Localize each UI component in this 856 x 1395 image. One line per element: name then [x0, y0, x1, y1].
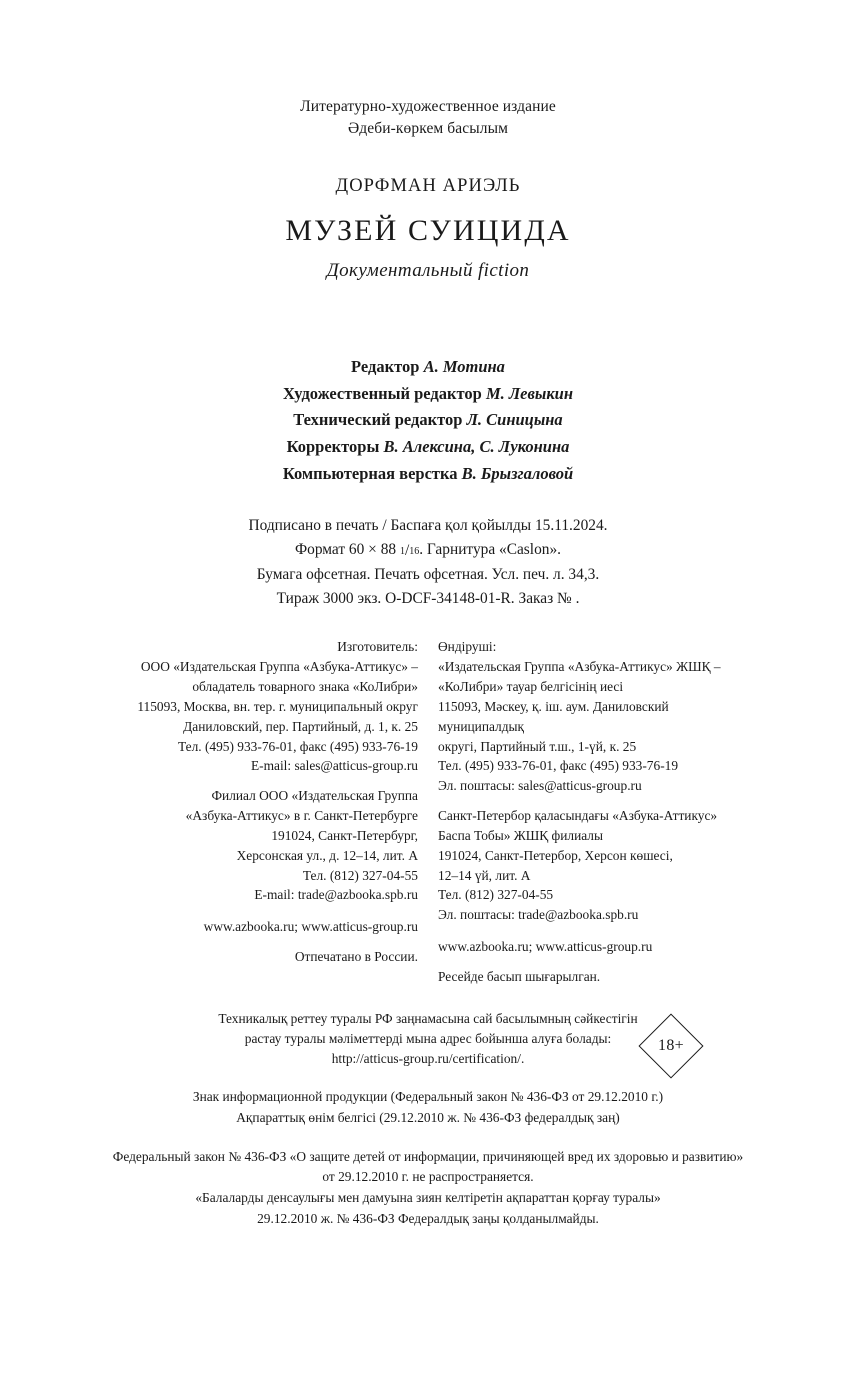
format-numerator: 1 [399, 545, 405, 557]
format-line [0, 538, 856, 564]
certification-line: Техникалық реттеу туралы РФ заңнамасына сай басылымның сәйкестігін [218, 1010, 638, 1026]
credit-role: Художественный редактор [282, 383, 482, 403]
address-line: ООО «Издательская Группа «Азбука-Аттикус» – [140, 659, 418, 675]
address-line: Филиал ООО «Издательская Группа [211, 788, 418, 804]
phone-line: Тел. (495) 933-76-01, факс (495) 933-76-19 [177, 738, 418, 754]
address-line: 191024, Санкт-Петербург, [271, 827, 418, 843]
book-title: МУЗЕЙ СУИЦИДА [285, 213, 571, 247]
email-line[interactable]: E-mail: sales@atticus-group.ru [250, 758, 418, 774]
credit-row [0, 407, 856, 434]
info-sign-line-ru: Знак информационной продукции (Федеральный закон № 436-ФЗ от 29.12.2010 г.) [192, 1089, 664, 1105]
address-line: обладатель товарного знака «КоЛибри» [192, 679, 418, 695]
credit-row [0, 461, 856, 488]
law-note [0, 1147, 856, 1230]
credit-role: Редактор [351, 356, 420, 376]
address-line: 115093, Москва, вн. тер. г. муниципальный округ [137, 698, 418, 714]
credit-person: В. Алексина, С. Луконина [383, 437, 570, 457]
address-line: Баспа Тобы» ЖШҚ филиалы [438, 827, 603, 843]
certification-url[interactable]: http://atticus-group.ru/certification/. [331, 1050, 525, 1066]
law-line-ru: от 29.12.2010 г. не распространяется. [322, 1169, 534, 1185]
email-line[interactable]: Эл. поштасы: sales@atticus-group.ru [438, 778, 642, 794]
address-line: округі, Партийный т.ш., 1-үй, к. 25 [438, 738, 637, 754]
credit-person: А. Мотина [423, 356, 505, 376]
producer-heading-kk: Өндіруші: [438, 639, 497, 655]
branch-address-ru [126, 786, 418, 905]
producer-block [0, 637, 856, 986]
technical-imprint [0, 514, 856, 612]
phone-line: Тел. (812) 327-04-55 [302, 867, 418, 883]
format-denominator: 16 [409, 545, 420, 557]
address-line: Санкт-Петербор қаласындағы «Азбука-Аттикус» [438, 808, 718, 824]
credit-person: Л. Синицына [466, 410, 563, 430]
address-line: 12–14 үй, лит. А [438, 867, 531, 883]
website-line-kk[interactable]: www.azbooka.ru; www.atticus-group.ru [438, 939, 653, 955]
book-author: ДОРФМАН АРИЭЛЬ [335, 175, 521, 196]
age-rating-label: 18+ [658, 1036, 684, 1054]
book-subtitle: Документальный fiction [326, 259, 530, 281]
paper-line: Бумага офсетная. Печать офсетная. Усл. печ. л. 34,3. [256, 566, 600, 584]
certification-note [0, 1009, 856, 1069]
law-line-ru: Федеральный закон № 436-ФЗ «О защите детей от информации, причиняющей вред их здоровью и развитию» [112, 1148, 744, 1164]
credit-role: Технический редактор [293, 410, 463, 430]
format-suffix: . Гарнитура «Caslon». [419, 540, 562, 558]
email-line[interactable]: Эл. поштасы: trade@azbooka.spb.ru [438, 907, 639, 923]
producer-address-ru [126, 657, 418, 776]
producer-column-ru [126, 637, 428, 986]
edition-type-line-ru: Литературно-художественное издание [300, 98, 556, 115]
address-line: «Издательская Группа «Азбука-Аттикус» ЖШҚ – [438, 659, 721, 675]
phone-line: Тел. (812) 327-04-55 [438, 887, 554, 903]
website-line-ru[interactable]: www.azbooka.ru; www.atticus-group.ru [203, 919, 418, 935]
credits-block [0, 354, 856, 488]
printed-in-kk: Ресейде басып шығарылган. [438, 968, 601, 984]
producer-heading-ru: Изготовитель: [337, 639, 418, 655]
email-line[interactable]: E-mail: trade@azbooka.spb.ru [254, 887, 418, 903]
branch-address-kk [438, 806, 730, 925]
address-line: Даниловский, пер. Партийный, д. 1, к. 25 [183, 718, 418, 734]
credit-row [0, 354, 856, 381]
printed-in-ru: Отпечатано в России. [294, 949, 418, 965]
producer-address-kk [438, 657, 730, 796]
address-line: 191024, Санкт-Петербор, Херсон көшесі, [438, 847, 673, 863]
edition-type-line-kk: Әдеби-көркем басылым [347, 120, 509, 138]
certification-wrapper [0, 1009, 856, 1069]
info-product-sign [0, 1087, 856, 1129]
edition-type [0, 96, 856, 141]
credit-role: Компьютерная верстка [282, 463, 458, 483]
format-fraction: 1 / 16 [399, 542, 420, 560]
credit-row [0, 381, 856, 408]
address-line: «КоЛибри» тауар белгісінің иесі [438, 679, 624, 695]
law-line-kk: «Балаларды денсаулығы мен дамуына зиян келтіретін ақпараттан қорғау туралы» [195, 1190, 661, 1206]
address-line: «Азбука-Аттикус» в г. Санкт-Петербурге [185, 808, 418, 824]
colophon-page [0, 96, 856, 1395]
certification-line: растау туралы мәліметтерді мына адрес бойынша алуға болады: [244, 1030, 612, 1046]
credit-person: М. Левыкин [485, 383, 574, 403]
phone-line: Тел. (495) 933-76-01, факс (495) 933-76-19 [438, 758, 679, 774]
print-run-line: Тираж 3000 экз. O-DCF-34148-01-R. Заказ № . [276, 590, 580, 608]
credit-row [0, 434, 856, 461]
format-prefix: Формат 60 × 88 [294, 540, 400, 558]
signed-to-print: Подписано в печать / Баспаға қол қойылды 15.11.2024. [248, 516, 608, 534]
law-line-kk: 29.12.2010 ж. № 436-ФЗ Федералдық заңы қолданылмайды. [257, 1210, 599, 1226]
credit-person: В. Брызгаловой [461, 463, 574, 483]
info-sign-line-kk: Ақпараттық өнім белгісі (29.12.2010 ж. № 436-ФЗ федералдық заң) [236, 1109, 620, 1125]
address-line: 115093, Мәскеу, қ. іш. аум. Даниловский муниципалдық [438, 698, 669, 734]
credit-role: Корректоры [286, 437, 380, 457]
producer-column-kk [428, 637, 730, 986]
address-line: Херсонская ул., д. 12–14, лит. А [236, 847, 418, 863]
